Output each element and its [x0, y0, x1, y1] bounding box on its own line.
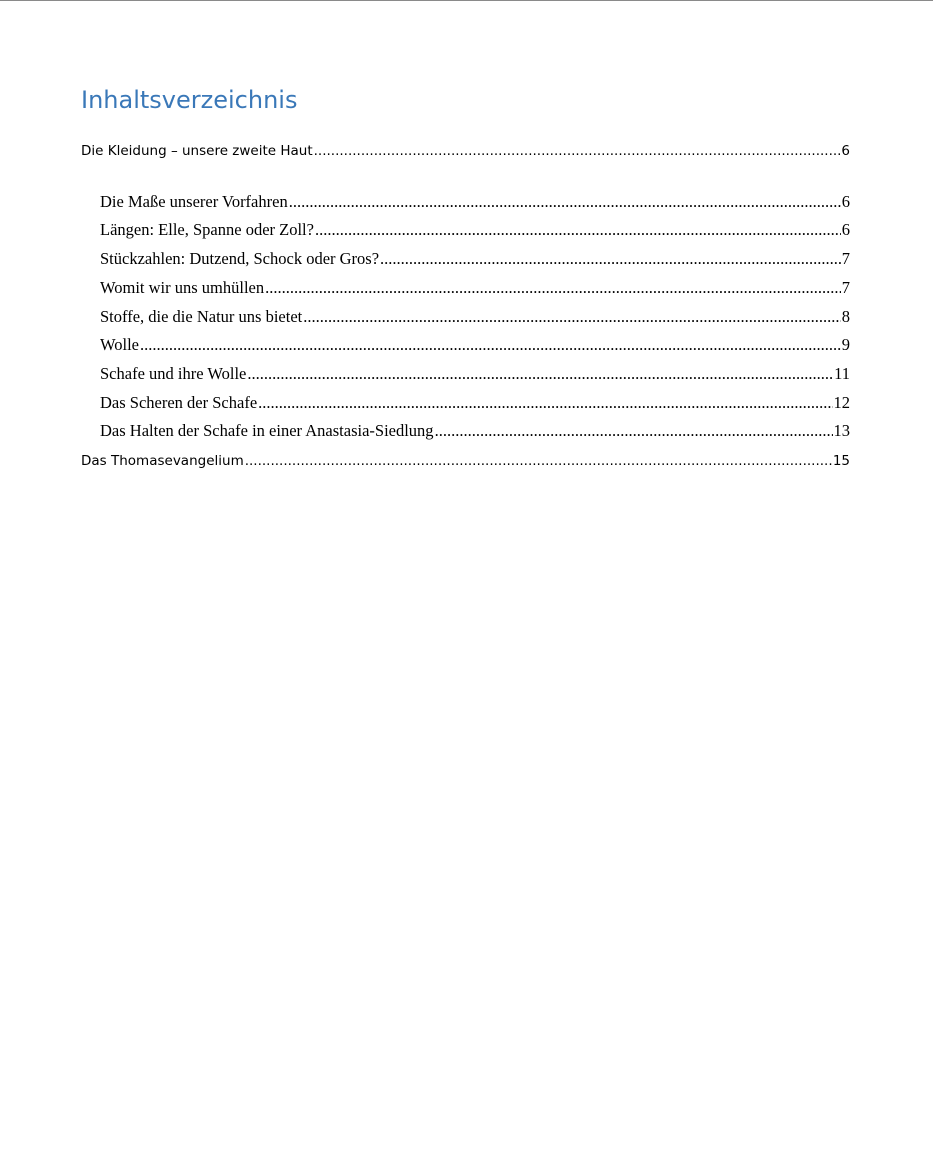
toc-entry-masse[interactable] [100, 192, 850, 212]
toc-dot-leader [265, 278, 841, 298]
toc-entry-stoffe[interactable] [100, 307, 850, 327]
toc-entry-thomasevangelium[interactable] [81, 452, 850, 470]
toc-entry-wolle[interactable] [100, 335, 850, 355]
toc-entry-title: Wolle [100, 335, 139, 354]
toc-entry-page-number: 6 [841, 220, 850, 239]
toc-entry-stueckzahlen[interactable] [100, 249, 850, 269]
toc-entry-page-number: 15 [832, 453, 850, 469]
toc-heading: Inhaltsverzeichnis [81, 86, 298, 114]
toc-dot-leader [289, 192, 841, 212]
toc-dot-leader [245, 452, 832, 470]
toc-dot-leader [435, 421, 833, 441]
toc-dot-leader [303, 307, 841, 327]
toc-entry-page-number: 7 [841, 249, 850, 268]
toc-entry-title: Die Kleidung – unsere zweite Haut [81, 143, 313, 159]
toc-dot-leader [247, 364, 833, 384]
toc-entry-umhuellen[interactable] [100, 278, 850, 298]
toc-dot-leader [258, 393, 832, 413]
toc-entry-title: Das Scheren der Schafe [100, 393, 258, 412]
page-top-border [0, 0, 933, 1]
toc-entry-page-number: 6 [841, 192, 850, 211]
toc-entry-title: Das Halten der Schafe in einer Anastasia-Siedlung [100, 421, 434, 440]
toc-entry-title: Längen: Elle, Spanne oder Zoll? [100, 220, 314, 239]
toc-entry-title: Stoffe, die die Natur uns bietet [100, 307, 303, 326]
toc-entry-title: Das Thomasevangelium [81, 453, 244, 469]
toc-entry-page-number: 12 [833, 393, 850, 412]
toc-dot-leader [315, 220, 841, 240]
toc-entry-page-number: 8 [841, 307, 850, 326]
toc-entry-page-number: 7 [841, 278, 850, 297]
toc-entry-kleidung[interactable] [81, 142, 850, 160]
toc-entry-scheren[interactable] [100, 393, 850, 413]
toc-entry-schafe-wolle[interactable] [100, 364, 850, 384]
toc-entry-page-number: 13 [833, 421, 850, 440]
toc-entry-title: Stückzahlen: Dutzend, Schock oder Gros? [100, 249, 380, 268]
toc-entry-halten[interactable] [100, 421, 850, 441]
toc-entry-laengen[interactable] [100, 220, 850, 240]
toc-dot-leader [140, 335, 841, 355]
toc-dot-leader [380, 249, 841, 269]
toc-entry-title: Schafe und ihre Wolle [100, 364, 247, 383]
toc-entry-page-number: 11 [834, 364, 850, 383]
toc-dot-leader [314, 142, 841, 160]
toc-entry-page-number: 6 [841, 143, 850, 159]
toc-entry-page-number: 9 [841, 335, 850, 354]
toc-entry-title: Die Maße unserer Vorfahren [100, 192, 288, 211]
toc-entry-title: Womit wir uns umhüllen [100, 278, 265, 297]
